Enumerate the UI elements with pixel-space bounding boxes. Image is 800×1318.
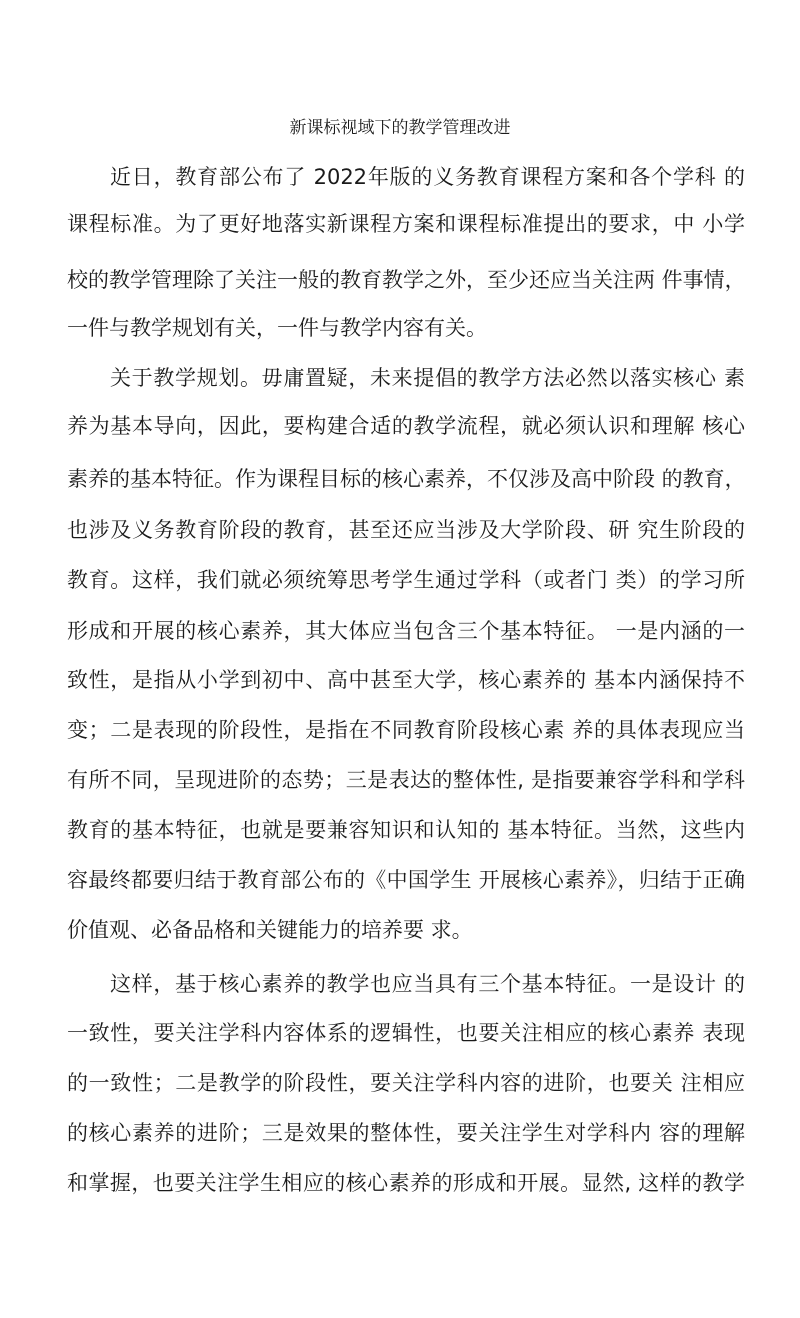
paragraph-3-line-3: 的一致性；二是教学的阶段性，要关注学科内容的进阶，也要关 注相应 [67,1071,745,1095]
paragraph-3-line-1: 这样，基于核心素养的教学也应当具有三个基本特征。一是设计 的 [110,972,745,996]
paragraph-2-line-4: 也涉及义务教育阶段的教育，甚至还应当涉及大学阶段、研 究生阶段的 [67,518,745,542]
paragraph-2-line-8: 变；二是表现的阶段性，是指在不同教育阶段核心素 养的具体表现应当 [67,718,745,742]
paragraph-2-line-7: 致性，是指从小学到初中、高中甚至大学，核心素养的 基本内涵保持不 [67,668,745,692]
paragraph-1-line-1: 近日，教育部公布了 2022年版的义务教育课程方案和各个学科 的 [110,165,745,189]
paragraph-3-line-2: 一致性，要关注学科内容体系的逻辑性，也要关注相应的核心素养 表现 [67,1021,745,1045]
paragraph-2-line-3: 素养的基本特征。作为课程目标的核心素养，不仅涉及高中阶段 的教育， [67,467,746,491]
paragraph-2-line-2: 养为基本导向，因此，要构建合适的教学流程，就必须认识和理解 核心 [67,414,745,438]
paragraph-1-line-3: 校的教学管理除了关注一般的教育教学之外，至少还应当关注两 件事情， [67,268,746,292]
paragraph-2-line-6: 形成和开展的核心素养，其大体应当包含三个基本特征。 一是内涵的一 [67,619,745,643]
paragraph-1-line-2: 课程标准。为了更好地落实新课程方案和课程标准提出的要求，中 小学 [67,212,745,236]
paragraph-2-line-10: 教育的基本特征，也就是要兼容知识和认知的 基本特征。当然，这些内 [67,818,745,842]
paragraph-3-line-4: 的核心素养的进阶；三是效果的整体性，要关注学生对学科内 容的理解 [67,1121,745,1145]
paragraph-1-line-4: 一件与教学规划有关，一件与教学内容有关。 [67,316,487,340]
paragraph-3-line-5: 和掌握，也要关注学生相应的核心素养的形成和开展。显然, 这样的教学 [67,1171,745,1195]
paragraph-2-line-1: 关于教学规划。毋庸置疑，未来提倡的教学方法必然以落实核心 素 [110,366,745,390]
paragraph-2-line-11: 容最终都要归结于教育部公布的《中国学生 开展核心素养》，归结于正确 [67,868,745,892]
document-title: 新课标视域下的教学管理改进 [289,118,511,138]
paragraph-2-line-5: 教育。这样，我们就必须统筹思考学生通过学科（或者门 类）的学习所 [67,568,745,592]
paragraph-2-line-12: 价值观、必备品格和关键能力的培养要 求。 [67,918,473,942]
paragraph-2-line-9: 有所不同，呈现进阶的态势；三是表达的整体性, 是指要兼容学科和学科 [67,768,745,792]
